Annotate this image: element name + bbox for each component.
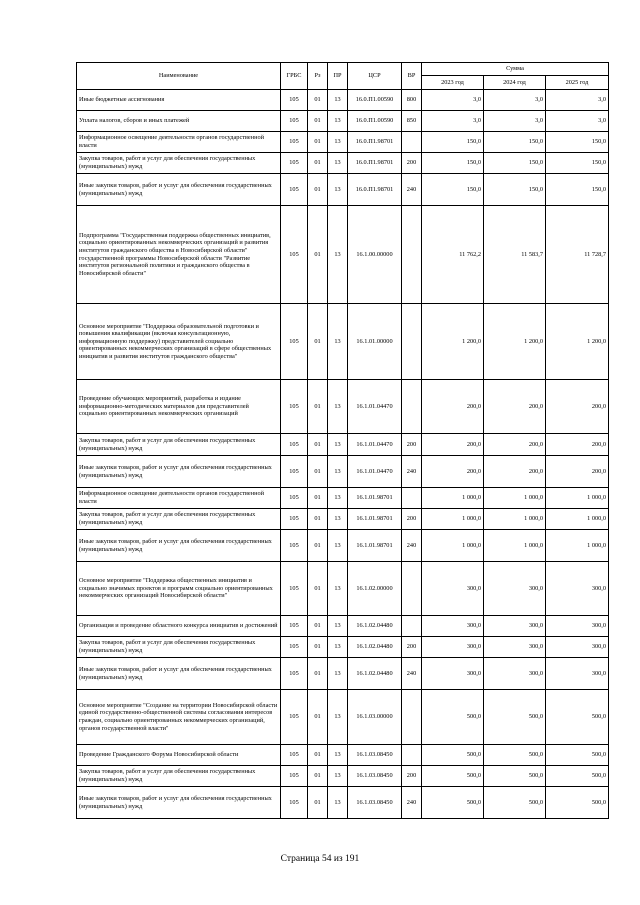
row-vr: 200 <box>402 637 422 658</box>
row-csr: 16.1.01.98701 <box>348 530 402 562</box>
row-grbs: 105 <box>281 132 308 153</box>
row-amount-2025: 1 000,0 <box>546 509 609 530</box>
row-vr <box>402 616 422 637</box>
row-csr: 16.1.02.04480 <box>348 637 402 658</box>
row-csr: 16.0.П1.98701 <box>348 153 402 174</box>
row-rz: 01 <box>308 90 328 111</box>
row-grbs: 105 <box>281 153 308 174</box>
row-amount-2023: 500,0 <box>422 690 484 745</box>
row-csr: 16.1.01.00000 <box>348 304 402 380</box>
row-grbs: 105 <box>281 745 308 766</box>
row-grbs: 105 <box>281 206 308 304</box>
header-grbs: ГРБС <box>281 63 308 90</box>
row-pr: 13 <box>328 132 348 153</box>
row-amount-2024: 200,0 <box>484 380 546 434</box>
row-csr: 16.1.01.04470 <box>348 456 402 488</box>
row-rz: 01 <box>308 488 328 509</box>
row-amount-2025: 3,0 <box>546 90 609 111</box>
row-amount-2023: 3,0 <box>422 111 484 132</box>
table-row <box>77 488 609 509</box>
row-rz: 01 <box>308 456 328 488</box>
row-vr <box>402 380 422 434</box>
row-grbs: 105 <box>281 766 308 787</box>
table-row <box>77 745 609 766</box>
row-pr: 13 <box>328 380 348 434</box>
row-csr: 16.1.03.08450 <box>348 745 402 766</box>
row-vr <box>402 132 422 153</box>
row-grbs: 105 <box>281 434 308 456</box>
row-amount-2025: 300,0 <box>546 637 609 658</box>
row-pr: 13 <box>328 509 348 530</box>
row-pr: 13 <box>328 690 348 745</box>
header-year-2023: 2023 год <box>422 76 484 90</box>
row-rz: 01 <box>308 745 328 766</box>
table-row <box>77 616 609 637</box>
row-csr: 16.1.02.04480 <box>348 658 402 690</box>
row-name: Иные закупки товаров, работ и услуг для обеспечения государственных (муниципальных) нужд <box>77 787 281 819</box>
row-amount-2025: 300,0 <box>546 616 609 637</box>
table-row <box>77 206 609 304</box>
row-amount-2023: 500,0 <box>422 745 484 766</box>
row-name: Закупка товаров, работ и услуг для обеспечения государственных (муниципальных) нужд <box>77 509 281 530</box>
row-amount-2025: 150,0 <box>546 174 609 206</box>
row-name: Иные закупки товаров, работ и услуг для обеспечения государственных (муниципальных) нужд <box>77 658 281 690</box>
row-amount-2024: 300,0 <box>484 637 546 658</box>
row-amount-2024: 500,0 <box>484 745 546 766</box>
row-amount-2025: 500,0 <box>546 766 609 787</box>
table-row <box>77 530 609 562</box>
row-name: Иные бюджетные ассигнования <box>77 90 281 111</box>
table-row <box>77 90 609 111</box>
row-amount-2024: 500,0 <box>484 766 546 787</box>
row-amount-2024: 500,0 <box>484 787 546 819</box>
row-grbs: 105 <box>281 690 308 745</box>
row-vr: 200 <box>402 153 422 174</box>
row-amount-2023: 150,0 <box>422 132 484 153</box>
row-name: Информационное освещение деятельности органов государственной власти <box>77 132 281 153</box>
row-grbs: 105 <box>281 509 308 530</box>
row-pr: 13 <box>328 562 348 616</box>
row-amount-2024: 1 000,0 <box>484 530 546 562</box>
row-amount-2024: 1 200,0 <box>484 304 546 380</box>
row-csr: 16.1.01.04470 <box>348 380 402 434</box>
row-csr: 16.1.02.00000 <box>348 562 402 616</box>
table-row <box>77 456 609 488</box>
row-vr <box>402 488 422 509</box>
row-amount-2025: 1 000,0 <box>546 530 609 562</box>
row-amount-2023: 1 000,0 <box>422 488 484 509</box>
row-name: Закупка товаров, работ и услуг для обеспечения государственных (муниципальных) нужд <box>77 153 281 174</box>
row-pr: 13 <box>328 206 348 304</box>
row-name: Подпрограмма "Государственная поддержка общественных инициатив, социально ориентированных некоммерческих организаций и развития институтов гражданского общества в Новосибирской области" государственной программы Новосибирской области "Развитие институтов региональной политики и гражданского общества в Новосибирской области" <box>77 206 281 304</box>
row-amount-2023: 300,0 <box>422 616 484 637</box>
row-name: Проведение Гражданского Форума Новосибирской области <box>77 745 281 766</box>
row-vr <box>402 562 422 616</box>
row-csr: 16.1.01.98701 <box>348 488 402 509</box>
row-pr: 13 <box>328 530 348 562</box>
row-name: Закупка товаров, работ и услуг для обеспечения государственных (муниципальных) нужд <box>77 766 281 787</box>
row-grbs: 105 <box>281 488 308 509</box>
table-row <box>77 380 609 434</box>
row-vr: 240 <box>402 787 422 819</box>
header-pr: ПР <box>328 63 348 90</box>
row-pr: 13 <box>328 658 348 690</box>
row-grbs: 105 <box>281 174 308 206</box>
row-amount-2025: 500,0 <box>546 690 609 745</box>
row-grbs: 105 <box>281 530 308 562</box>
row-vr <box>402 690 422 745</box>
row-amount-2024: 1 000,0 <box>484 488 546 509</box>
row-amount-2025: 1 000,0 <box>546 488 609 509</box>
table-row <box>77 174 609 206</box>
row-amount-2024: 150,0 <box>484 174 546 206</box>
row-rz: 01 <box>308 637 328 658</box>
row-rz: 01 <box>308 766 328 787</box>
header-sum: Сумма <box>422 63 609 76</box>
row-rz: 01 <box>308 434 328 456</box>
row-name: Закупка товаров, работ и услуг для обеспечения государственных (муниципальных) нужд <box>77 637 281 658</box>
row-rz: 01 <box>308 509 328 530</box>
row-amount-2024: 150,0 <box>484 153 546 174</box>
header-vr: ВР <box>402 63 422 90</box>
row-amount-2023: 200,0 <box>422 434 484 456</box>
row-vr: 240 <box>402 174 422 206</box>
row-amount-2023: 300,0 <box>422 562 484 616</box>
row-amount-2023: 150,0 <box>422 174 484 206</box>
row-amount-2023: 1 000,0 <box>422 509 484 530</box>
header-row-1 <box>77 63 609 76</box>
row-pr: 13 <box>328 174 348 206</box>
row-pr: 13 <box>328 456 348 488</box>
table-row <box>77 111 609 132</box>
table-row <box>77 434 609 456</box>
row-vr <box>402 304 422 380</box>
row-pr: 13 <box>328 153 348 174</box>
row-rz: 01 <box>308 153 328 174</box>
row-pr: 13 <box>328 787 348 819</box>
row-rz: 01 <box>308 616 328 637</box>
row-rz: 01 <box>308 787 328 819</box>
table-row <box>77 509 609 530</box>
row-grbs: 105 <box>281 637 308 658</box>
row-grbs: 105 <box>281 380 308 434</box>
header-name: Наименование <box>77 63 281 90</box>
row-vr: 800 <box>402 90 422 111</box>
row-vr <box>402 206 422 304</box>
row-name: Основное мероприятие "Поддержка общественных инициатив и социально значимых проектов и программ социально ориентированных некоммерческих организаций Новосибирской области" <box>77 562 281 616</box>
row-amount-2025: 200,0 <box>546 456 609 488</box>
row-rz: 01 <box>308 132 328 153</box>
row-csr: 16.1.01.98701 <box>348 509 402 530</box>
row-pr: 13 <box>328 488 348 509</box>
row-amount-2023: 500,0 <box>422 766 484 787</box>
row-rz: 01 <box>308 658 328 690</box>
row-rz: 01 <box>308 304 328 380</box>
row-rz: 01 <box>308 206 328 304</box>
row-pr: 13 <box>328 766 348 787</box>
row-pr: 13 <box>328 745 348 766</box>
table-body <box>77 90 609 819</box>
table-row <box>77 690 609 745</box>
row-csr: 16.1.03.00000 <box>348 690 402 745</box>
row-rz: 01 <box>308 111 328 132</box>
row-vr: 850 <box>402 111 422 132</box>
row-amount-2025: 500,0 <box>546 745 609 766</box>
row-amount-2025: 3,0 <box>546 111 609 132</box>
row-csr: 16.0.П1.00590 <box>348 111 402 132</box>
row-amount-2025: 500,0 <box>546 787 609 819</box>
row-amount-2023: 11 762,2 <box>422 206 484 304</box>
row-amount-2025: 200,0 <box>546 380 609 434</box>
row-name: Информационное освещение деятельности органов государственной власти <box>77 488 281 509</box>
row-grbs: 105 <box>281 616 308 637</box>
row-csr: 16.1.03.08450 <box>348 766 402 787</box>
row-pr: 13 <box>328 616 348 637</box>
row-vr: 200 <box>402 509 422 530</box>
row-grbs: 105 <box>281 787 308 819</box>
row-amount-2025: 300,0 <box>546 562 609 616</box>
header-year-2024: 2024 год <box>484 76 546 90</box>
row-amount-2023: 200,0 <box>422 456 484 488</box>
table-row <box>77 658 609 690</box>
row-pr: 13 <box>328 111 348 132</box>
row-vr: 240 <box>402 530 422 562</box>
row-rz: 01 <box>308 174 328 206</box>
row-name: Уплата налогов, сборов и иных платежей <box>77 111 281 132</box>
table-row <box>77 787 609 819</box>
row-pr: 13 <box>328 434 348 456</box>
row-grbs: 105 <box>281 456 308 488</box>
row-rz: 01 <box>308 380 328 434</box>
row-name: Иные закупки товаров, работ и услуг для обеспечения государственных (муниципальных) нужд <box>77 456 281 488</box>
row-amount-2025: 200,0 <box>546 434 609 456</box>
row-amount-2024: 500,0 <box>484 690 546 745</box>
row-name: Основное мероприятие "Создание на территории Новосибирской области единой государственно-общественной системы согласования интересов граждан, социально ориентированных некоммерческих организаций, органов государственной власти" <box>77 690 281 745</box>
row-amount-2025: 150,0 <box>546 153 609 174</box>
row-csr: 16.0.П1.98701 <box>348 174 402 206</box>
row-amount-2023: 200,0 <box>422 380 484 434</box>
row-csr: 16.0.П1.98701 <box>348 132 402 153</box>
header-csr: ЦСР <box>348 63 402 90</box>
row-grbs: 105 <box>281 90 308 111</box>
row-amount-2023: 150,0 <box>422 153 484 174</box>
row-amount-2024: 200,0 <box>484 456 546 488</box>
row-rz: 01 <box>308 690 328 745</box>
row-vr: 240 <box>402 658 422 690</box>
row-amount-2025: 11 728,7 <box>546 206 609 304</box>
row-name: Основное мероприятие "Поддержка образовательной подготовки и повышения квалификации (включая консультационную, информационную поддержку) представителей социально ориентированных некоммерческих организаций в сфере общественных инициатив и развития институтов гражданского общества" <box>77 304 281 380</box>
row-pr: 13 <box>328 90 348 111</box>
table-row <box>77 766 609 787</box>
row-amount-2024: 11 583,7 <box>484 206 546 304</box>
row-amount-2024: 3,0 <box>484 111 546 132</box>
row-name: Организация и проведение областного конкурса инициатив и достижений <box>77 616 281 637</box>
header-year-2025: 2025 год <box>546 76 609 90</box>
row-pr: 13 <box>328 304 348 380</box>
row-amount-2024: 300,0 <box>484 562 546 616</box>
row-amount-2025: 1 200,0 <box>546 304 609 380</box>
row-vr: 200 <box>402 766 422 787</box>
row-vr: 240 <box>402 456 422 488</box>
row-amount-2024: 200,0 <box>484 434 546 456</box>
table-row <box>77 304 609 380</box>
row-csr: 16.1.03.08450 <box>348 787 402 819</box>
row-rz: 01 <box>308 530 328 562</box>
row-vr <box>402 745 422 766</box>
table-row <box>77 132 609 153</box>
row-csr: 16.1.01.04470 <box>348 434 402 456</box>
header-rz: Рз <box>308 63 328 90</box>
row-amount-2024: 3,0 <box>484 90 546 111</box>
table-row <box>77 637 609 658</box>
row-amount-2024: 1 000,0 <box>484 509 546 530</box>
row-amount-2023: 1 200,0 <box>422 304 484 380</box>
row-amount-2023: 500,0 <box>422 787 484 819</box>
row-amount-2025: 300,0 <box>546 658 609 690</box>
row-amount-2024: 300,0 <box>484 658 546 690</box>
row-amount-2023: 300,0 <box>422 658 484 690</box>
row-rz: 01 <box>308 562 328 616</box>
row-amount-2023: 300,0 <box>422 637 484 658</box>
row-amount-2024: 300,0 <box>484 616 546 637</box>
row-csr: 16.0.П1.00590 <box>348 90 402 111</box>
row-grbs: 105 <box>281 304 308 380</box>
row-amount-2025: 150,0 <box>546 132 609 153</box>
row-name: Проведение обучающих мероприятий, разработка и издание информационно-методических материалов для представителей социально ориентированных некоммерческих организаций <box>77 380 281 434</box>
row-amount-2024: 150,0 <box>484 132 546 153</box>
row-csr: 16.1.02.04480 <box>348 616 402 637</box>
row-name: Иные закупки товаров, работ и услуг для обеспечения государственных (муниципальных) нужд <box>77 530 281 562</box>
row-amount-2023: 1 000,0 <box>422 530 484 562</box>
row-name: Иные закупки товаров, работ и услуг для обеспечения государственных (муниципальных) нужд <box>77 174 281 206</box>
table-row <box>77 153 609 174</box>
row-grbs: 105 <box>281 562 308 616</box>
row-pr: 13 <box>328 637 348 658</box>
row-grbs: 105 <box>281 658 308 690</box>
row-grbs: 105 <box>281 111 308 132</box>
row-vr: 200 <box>402 434 422 456</box>
table-row <box>77 562 609 616</box>
page-number: Страница 54 из 191 <box>280 854 360 864</box>
budget-table <box>76 62 609 819</box>
row-csr: 16.1.00.00000 <box>348 206 402 304</box>
row-amount-2023: 3,0 <box>422 90 484 111</box>
row-name: Закупка товаров, работ и услуг для обеспечения государственных (муниципальных) нужд <box>77 434 281 456</box>
